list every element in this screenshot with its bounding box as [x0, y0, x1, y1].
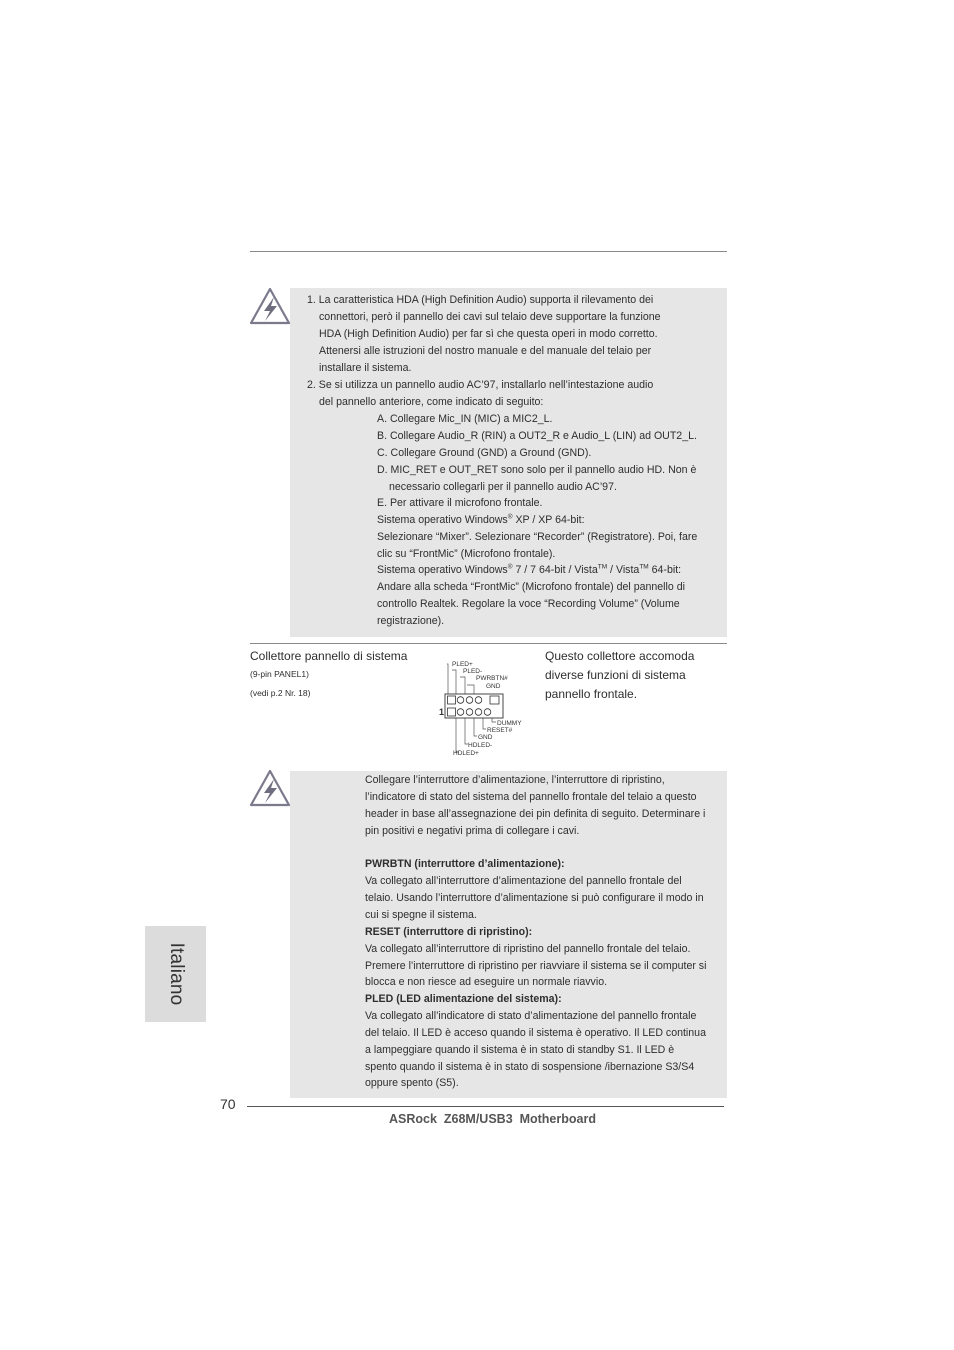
pin-missing: [490, 696, 499, 704]
note2-intro-line3: header in base all’assegnazione dei pin definita di seguito. Determinare i: [365, 808, 706, 820]
note1-item1-line1: 1. La caratteristica HDA (High Definition Audio) supporta il rilevamento dei: [307, 294, 654, 306]
pin-label-pwrbtn: PWRBTN#: [476, 675, 508, 682]
note2-pled-heading: PLED (LED alimentazione del sistema):: [365, 993, 562, 1005]
note1-item1-line3: HDA (High Definition Audio) per far sì che questa operi in modo corretto.: [319, 328, 658, 340]
note2-pwrbtn-line1: Va collegato all’interruttore d’alimentazione del pannello frontale del: [365, 875, 682, 887]
note1-step-d-cont: necessario collegarli per il pannello audio AC’97.: [389, 481, 617, 493]
note2-pwrbtn-heading: PWRBTN (interruttore d’alimentazione):: [365, 858, 565, 870]
pin-label-dummy: DUMMY: [497, 720, 522, 727]
note2-pwrbtn-line2: telaio. Usando l’interruttore d’alimentazione si può configurare il modo in: [365, 892, 704, 904]
note1-item2-line1: 2. Se si utilizza un pannello audio AC’97, installarlo nell’intestazione audio: [307, 379, 654, 391]
note1-item1-line2: connettori, però il pannello dei cavi sul telaio deve supportare la funzione: [319, 311, 661, 323]
connector-ref: (vedi p.2 Nr. 18): [250, 688, 311, 698]
note1-step-d: D. MIC_RET e OUT_RET sono solo per il pannello audio HD. Non è: [377, 464, 697, 476]
note2-reset-heading: RESET (interruttore di ripristino):: [365, 926, 533, 938]
note1-winxp-heading: Sistema operativo Windows® XP / XP 64-bit:: [377, 513, 585, 526]
language-tab: [145, 926, 206, 1022]
connector-pin-info: (9-pin PANEL1): [250, 669, 309, 679]
pin-label-gnd-top: GND: [486, 683, 501, 690]
note1-step-e: E. Per attivare il microfono frontale.: [377, 497, 543, 509]
pin-label-reset: RESET#: [487, 727, 513, 734]
language-tab-label: Italiano: [165, 942, 187, 1006]
note2-reset-line3: blocca e non riesce ad eseguire un normale riavvio.: [365, 976, 608, 988]
note2-pled-line2: del telaio. Il LED è acceso quando il sistema è operativo. Il LED continua: [365, 1027, 706, 1039]
footer-product: ASRock Z68M/USB3 Motherboard: [389, 1112, 596, 1126]
panel1-pin-diagram: [436, 656, 536, 760]
note1-item1-line4: Attenersi alle istruzioni del nostro manuale e del manuale del telaio per: [319, 345, 652, 357]
footer-divider: [247, 1106, 724, 1107]
note2-reset-line1: Va collegato all’interruttore di ripristino del pannello frontale del telaio.: [365, 943, 691, 955]
note1-step-a: A. Collegare Mic_IN (MIC) a MIC2_L.: [377, 413, 553, 425]
connector-title: Collettore pannello di sistema: [250, 649, 408, 663]
note1-step-b: B. Collegare Audio_R (RIN) a OUT2_R e Audio_L (LIN) ad OUT2_L.: [377, 430, 697, 442]
note2-intro-line1: Collegare l’interruttore d’alimentazione, l’interruttore di ripristino,: [365, 774, 665, 786]
page-number: 70: [220, 1096, 236, 1112]
note1-win7-line1: Andare alla scheda “FrontMic” (Microfono frontale) del pannello di: [377, 581, 685, 593]
note2-pwrbtn-line3: cui si spegne il sistema.: [365, 909, 477, 921]
note1-item2-line2: del pannello anteriore, come indicato di seguito:: [319, 396, 544, 408]
note1-winxp-line1: Selezionare “Mixer”. Selezionare “Recorder” (Registratore). Poi, fare: [377, 531, 698, 543]
pin-label-gnd-bottom: GND: [478, 734, 493, 741]
top-divider: [250, 251, 727, 252]
caution-icon: [248, 768, 292, 810]
note2-pled-line4: spento quando il sistema è in stato di sospensione /ibernazione S3/S4: [365, 1061, 695, 1073]
note1-item1-line5: installare il sistema.: [319, 362, 412, 374]
pin1-marker: 1: [439, 707, 445, 717]
connector-desc-line3: pannello frontale.: [545, 687, 638, 701]
note1-step-c: C. Collegare Ground (GND) a Ground (GND).: [377, 447, 592, 459]
note2-pled-line1: Va collegato all’indicatore di stato d’alimentazione del pannello frontale: [365, 1010, 697, 1022]
connector-desc-line1: Questo collettore accomoda: [545, 649, 695, 663]
note2-reset-line2: Premere l’interruttore di ripristino per riavviare il sistema se il computer si: [365, 960, 707, 972]
pin-label-hdled-minus: HDLED-: [468, 742, 493, 749]
note2-intro-line4: pin positivi e negativi prima di collegare i cavi.: [365, 825, 580, 837]
note1-win7-heading: Sistema operativo Windows® 7 / 7 64-bit / Vista™ / Vista™ 64-bit:: [377, 563, 682, 576]
connector-desc-line2: diverse funzioni di sistema: [545, 668, 686, 682]
note2-intro-line2: l’indicatore di stato del sistema del pannello frontale del telaio a questo: [365, 791, 697, 803]
note2-pled-line5: oppure spento (S5).: [365, 1077, 459, 1089]
note1-win7-line2: controllo Realtek. Regolare la voce “Recording Volume” (Volume: [377, 598, 680, 610]
pin-label-hdled-plus: HDLED+: [453, 750, 479, 757]
note1-win7-line3: registrazione).: [377, 615, 445, 627]
pin-label-pled-minus: PLED-: [463, 668, 483, 675]
pin-label-pled-plus: PLED+: [452, 661, 473, 668]
note1-winxp-line2: clic su “FrontMic” (Microfono frontale).: [377, 548, 556, 560]
caution-icon: [248, 286, 292, 328]
note2-pled-line3: a lampeggiare quando il sistema è in stato di standby S1. Il LED è: [365, 1044, 675, 1056]
section-divider: [250, 643, 727, 644]
